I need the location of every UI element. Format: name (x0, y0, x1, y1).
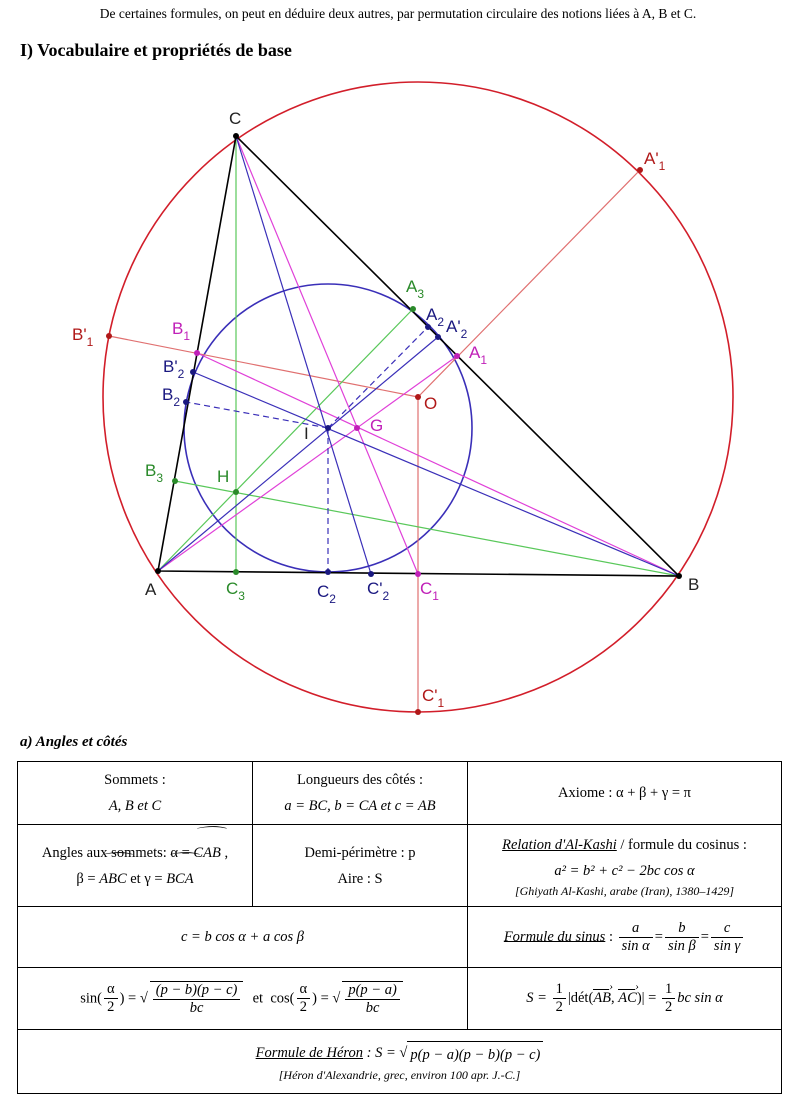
intro-text: De certaines formules, on peut en déduire deux autres, par permutation circulaire des notions liées à A, B et C. (99, 6, 697, 21)
label-B2: $B_2$ (162, 385, 181, 409)
label-C1: $C_1$ (420, 579, 439, 603)
label-A: A (145, 580, 157, 599)
label-A2: $A_2$ (426, 305, 445, 329)
label-A3: $A_3$ (406, 277, 425, 301)
cell-aire-det: S = $\frac{1}{2}$ |dét(AB ›, AC ›)| = $\frac{1}{2}$ bc sin α (468, 968, 782, 1030)
cell-axiome: Axiome : α + β + γ = π (468, 762, 782, 825)
label-Cp2: $C'_2$ (367, 579, 390, 603)
label-A1: $A_1$ (469, 343, 488, 367)
label-Ap1: $A'_1$ (644, 149, 666, 173)
label-Ap2: $A'_2$ (446, 317, 468, 341)
label-B3: $B_3$ (145, 461, 164, 485)
label-Cp1: $C'_1$ (422, 686, 445, 710)
incircle-radii (186, 327, 428, 572)
cell-sinus: Formule du sinus : $\frac{a}{\text{sin α}}$ = $\frac{b}{\text{sin β}}$ = $\frac{c}{\text{sin γ}}$ (468, 907, 782, 968)
label-Bp2: $B'_2$ (163, 357, 185, 381)
label-O: O (424, 394, 438, 413)
perpendicular-bisectors (109, 170, 640, 712)
label-G: G (370, 416, 384, 435)
label-C3: $C_3$ (226, 579, 245, 603)
subsection-title: a) Angles et côtés (20, 734, 128, 750)
cell-angles: Angles aux sommets: α = ⌒ CAB , β = ⌒ ABC et γ = ⌒ BCA (18, 825, 253, 907)
label-B: B (688, 575, 700, 594)
section-title: I) Vocabulaire et propriétés de base (20, 40, 292, 60)
label-H: H (217, 467, 230, 486)
label-I: I (304, 424, 309, 443)
label-Bp1: $B'_1$ (72, 325, 94, 349)
cell-projection: c = b cos α + a cos β (18, 907, 468, 968)
label-C: C (229, 109, 242, 128)
cell-half-angle: sin( $\frac{\alpha}{2}$ ) = √ $\frac{(p - b)(p - c)}{bc}$ et cos( $\frac{\alpha}{2}$ ) = √ $\frac{p(p - a)}{bc}$ (18, 968, 468, 1030)
cell-al-kashi: Relation d'Al-Kashi / formule du cosinus : a² = b² + c² − 2bc cos α [Ghiyath Al-Kashi, arabe (Iran), 1380–1429] (468, 825, 782, 907)
figure-labels (72, 109, 699, 710)
cell-perimetre-aire: Demi-périmètre : p Aire : S (253, 825, 468, 907)
label-C2: $C_2$ (317, 582, 336, 606)
cell-longueurs: Longueurs des côtés : a = BC, b = CA et c = AB (253, 762, 468, 825)
points (106, 133, 682, 715)
cell-sommets: Sommets : A, B et C (18, 762, 253, 825)
label-B1: $B_1$ (172, 319, 191, 343)
properties-table (17, 761, 782, 1094)
cell-heron: Formule de Héron : S = √ p(p − a)(p − b)(p − c) [Héron d'Alexandrie, grec, environ 100 apr. J.-C.] (18, 1030, 782, 1094)
